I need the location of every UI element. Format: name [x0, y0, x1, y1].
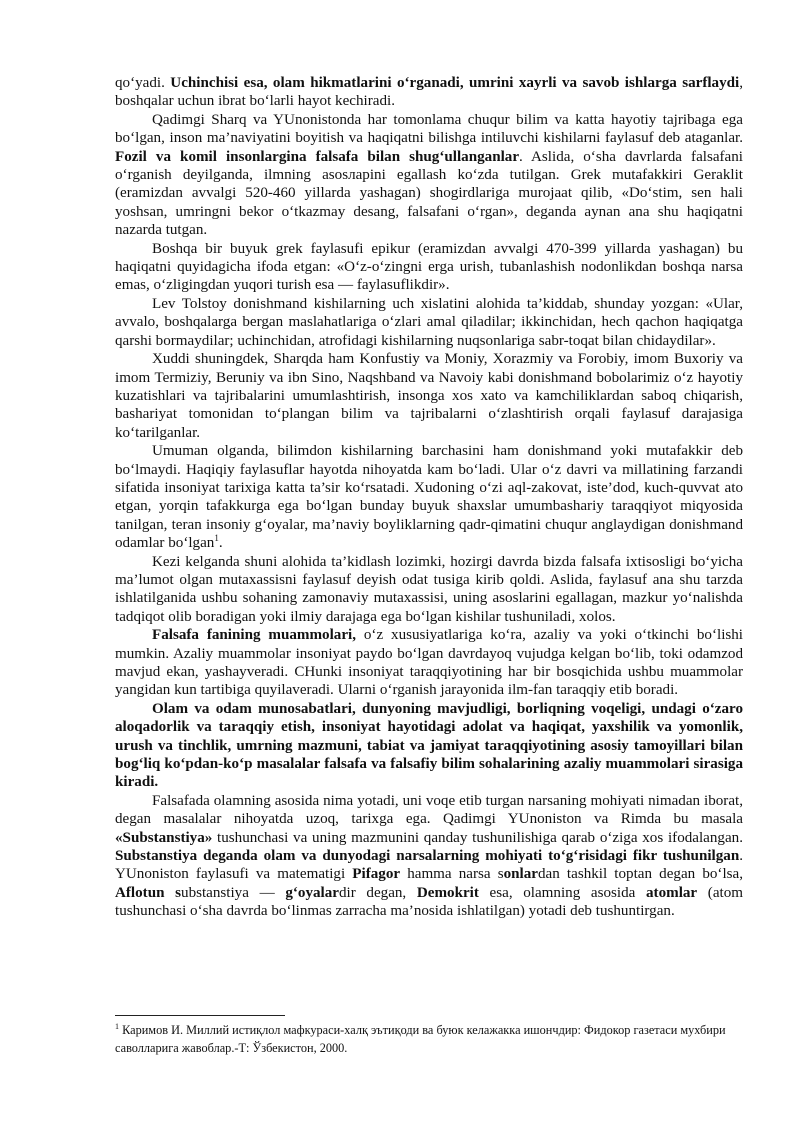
text-run: Xuddi shuningdek, Sharqda ham Konfustiy va Moniy, Xorazmiy va Forobiy, imom Buxoriy va imom Termiziy, Beruniy va ibn Sino, Naqshband va Navoiy kabi donishmand bobolarimiz o‘z hayotiy kuzatishlari va tajribalarini umumlashtirish, insonga xos xato va kamchiliklardan saboq chiqarish, bashariyat tomonidan to‘plangan bilim va tajribalarni o‘zlashtirish orqali faylasuf darajasiga ko‘tarilganlar. — [115, 351, 743, 441]
bold-text: onlar — [503, 866, 538, 883]
text-run: tushunchasi va uning mazmunini qanday tushunilishiga qarab o‘ziga xos ifodalangan. — [212, 829, 743, 846]
text-run: qo‘yadi. — [115, 75, 171, 91]
text-run: dan tashkil toptan degan bo‘lsa, — [538, 866, 743, 883]
text-run: hamma narsa s — [400, 866, 504, 883]
paragraph — [115, 74, 743, 111]
bold-text: Fozil va komil insonlargina falsafa bilan shug‘ullanganlar — [115, 148, 520, 165]
text-run: Qadimgi Sharq va YUnonistonda har tomonlama chuqur bilim va katta hayotiy tajribaga ega bo‘lgan, inson ma’naviyatini boyitish va haqiqatni bilishga intiluvchi kishilarni faylasuf deb ataganlar. — [115, 111, 743, 147]
paragraph — [115, 240, 743, 295]
text-run: . YUnoniston faylasufi va matematigi — [115, 848, 743, 883]
text-run: . — [218, 535, 223, 552]
bold-text: Pifagor — [352, 866, 401, 883]
bold-text: Olam va odam munosabatlari, dunyoning mavjudligi, borliqning voqeligi, undagi o‘zaro aloqadorlik va taraqqiy etish, insoniyat hayotidagi adolat va haqiqat, yaxshilik va yomonlik, urush va tinchlik, umrning mazmuni, tabiat va jamiyat taraqqiyotining asosiy tamoyillari bilan bog‘liq ko‘pdan-ko‘p masalalar falsafa va falsafiy bilim sohalarining azaliy muammolari sirasiga kiradi. — [115, 700, 743, 791]
text-run: ubstanstiya — — [181, 884, 286, 901]
footnote-reference: 1 — [214, 533, 219, 544]
text-run: dir degan, — [338, 884, 417, 901]
text-run: (atom tushunchasi o‘sha davrda bo‘linmas zarracha ma’nosida ishlatilgan) yotadi deb tushuntirgan. — [115, 884, 743, 920]
footnote-text: Каримов И. Миллий истиқлол мафкураси-халқ эътиқоди ва буюк келажакка ишончдир: Фидокор газетаси мухбири саволларига жавоблар.-Т: Ўзбекистон, 2000. — [115, 1023, 726, 1055]
footnote-separator — [115, 1015, 285, 1016]
bold-text: s — [175, 884, 182, 901]
text-run: Lev Tolstoy donishmand kishilarning uch xislatini alohida ta’kiddab, shunday yozgan: «Ular, avvalo, boshqalarga bergan maslahatlariga o‘zlari amal qiladilar; ikkinchidan, hech qachon haqiqatga qarshi bormaydilar; uchinchidan, atrofidagi kishilarning nuqsonlariga sabr-toqat bilan chidaydilar». — [115, 295, 743, 349]
bold-text: g‘oyalar — [285, 884, 339, 901]
paragraph — [115, 700, 743, 792]
paragraph — [115, 350, 743, 442]
paragraph — [115, 626, 743, 700]
paragraph — [115, 792, 743, 921]
paragraph — [115, 111, 743, 240]
bold-text: «Substanstiya» — [115, 829, 213, 846]
text-run: Umuman olganda, bilimdon kishilarning barchasini ham donishmand yoki mutafakkir deb bo‘lmaydi. Haqiqiy faylasuflar hayotda nihoyatda kam bo‘ladi. Ular o‘z davri va millatining farzandi sifatida insoniyat tarixiga katta ta’sir ko‘rsatadi. Xudoning o‘zi aql-zakovat, iste’dod, kuch-quvvat ato etgan, yorqin tafakkurga ega bo‘lgan bunday buyuk shaxslar umumbashariy taraqqiyot miqyosida tanilgan, teran insoniy g‘oyalar, ma’naviy boyliklarning qadr-qimatini chuqur anglaydigan donishmand odamlar bo‘lgan — [115, 443, 743, 552]
text-run: . Aslida, o‘sha davrlarda falsafani o‘rganish deyilganda, ilmning asosларini egallash ko‘zda tutilgan. Grek mutafakkiri Geraklit (eramizdan avvalgi 520-460 yillarda yashagan) shogirdlariga murojaat qilib, «Do‘stim, sen hali yoshsan, umringni bekor o‘tkazmay desang, falsafani o‘rgan», deganda aynan ana shu haqiqatni nazarda tutgan. — [115, 148, 743, 239]
bold-text: Uchinchisi esa, olam hikmatlarini o‘rganadi, umrini xayrli va savob ishlarga sarflaydi — [170, 75, 740, 91]
text-run: Kezi kelganda shuni alohida ta’kidlash lozimki, hozirgi davrda bizda falsafa ixtisosligi bo‘yicha ma’lumot olgan mutaxassisni faylasuf deyish odat tusiga kirib qoldi. Aslida, faylasuf ana shu tarzda ishlatilganida ushbu sohaning zamonaviy mutaxassisi, uning asoslarini egallagan, mazkur yo‘nalishda tadqiqot olib boradigan yoki ilmiy darajaga ega bo‘lgan kishilar tushuniladi, xolos. — [115, 553, 743, 625]
paragraph — [115, 295, 743, 350]
bold-text: Substanstiya deganda olam va dunyodagi narsalarning mohiyati to‘g‘risidagi fikr tushunilgan — [115, 848, 740, 865]
paragraph — [115, 442, 743, 552]
text-run: , boshqalar uchun ibrat bo‘larli hayot kechiradi. — [115, 75, 744, 110]
bold-text: Demokrit — [416, 884, 479, 901]
text-run: Boshqa bir buyuk grek faylasufi epikur (eramizdan avvalgi 470-399 yillarda yashagan) bu haqiqatni quyidagicha ifoda etgan: «O‘z-o‘zingni erga urish, tubanlashish nodonlikdan boshqa narsa emas, o‘zligingdan yuqori turish esa — faylasuflikdir». — [115, 240, 743, 294]
text-run: Falsafada olamning asosida nima yotadi, uni voqe etib turgan narsaning mohiyati nimadan iborat, degan masalalar nihoyatda uzoq, tarixga ega. Qadimgi YUnoniston va Rimda bu masala — [115, 792, 743, 828]
footnote — [115, 1022, 743, 1057]
document-body — [115, 74, 743, 921]
bold-text: Aflotun — [115, 884, 165, 901]
paragraph — [115, 553, 743, 627]
bold-text: Falsafa fanining muammolari, — [152, 627, 357, 644]
footnote-mark: 1 — [115, 1021, 119, 1031]
text-run: o‘z xususiyatlariga ko‘ra, azaliy va yoki o‘tkinchi bo‘lishi mumkin. Azaliy muammolar insoniyat paydo bo‘lgan davrdayoq vujudga kelgan bo‘lib, toki odamzod mavjud ekan, yashayveradi. CHunki insoniyat taraqqiyotining har bir bosqichida ushbu muammolar yangidan kun tartibiga quyilaveradi. Ularni o‘rganish jarayonida ilm-fan taraqqiy etib boradi. — [115, 627, 744, 699]
text-run — [164, 885, 175, 901]
bold-text: atomlar — [646, 884, 698, 901]
text-run: esa, olamning asosida — [478, 884, 646, 901]
